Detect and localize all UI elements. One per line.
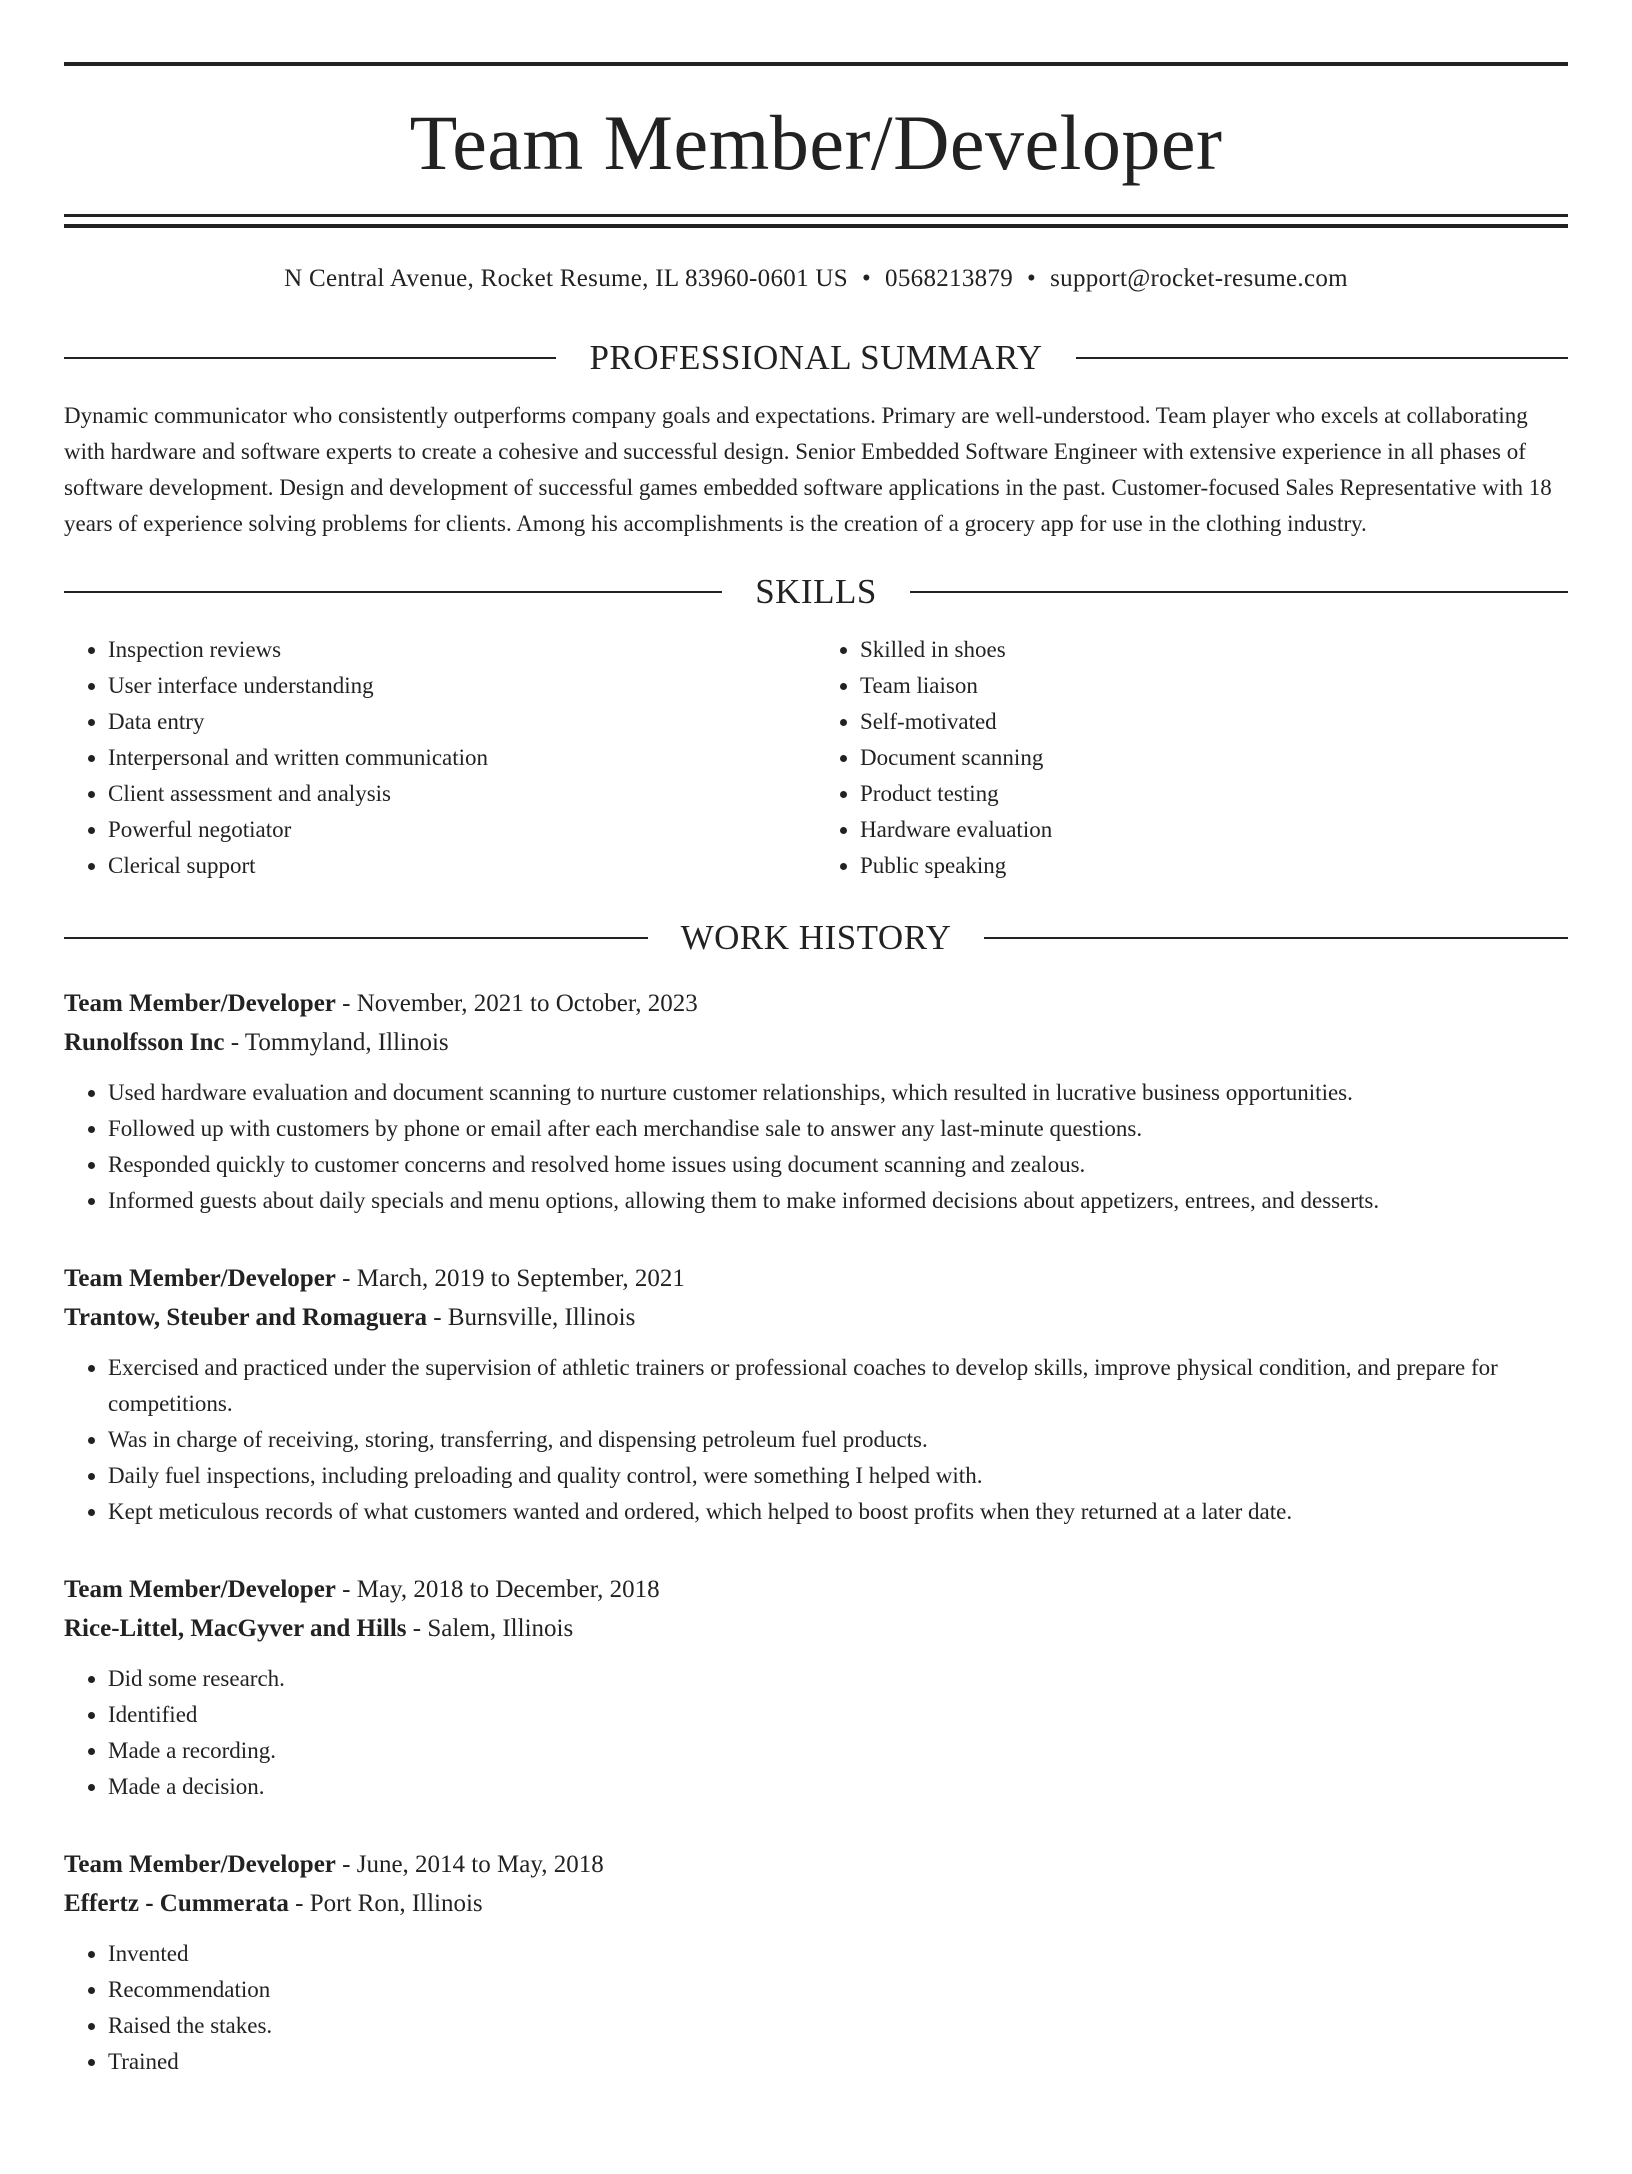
company-location: Salem, Illinois [427, 1615, 574, 1642]
skills-columns [64, 632, 1568, 884]
work-heading-label: WORK HISTORY [680, 918, 952, 957]
work-history-list [64, 984, 1568, 2080]
dash: - [426, 1304, 448, 1331]
skill-item: • Document scanning [860, 740, 1568, 776]
bullet-separator: • [861, 265, 872, 292]
skill-item: • User interface understanding [108, 668, 816, 704]
summary-text: Dynamic communicator who consistently outperforms company goals and expectations. Primary are well-understood. Team player who excels at collaborating with hardware and software experts to create a cohesive and successful design. Senior Embedded Software Engineer with extensive experience in all phases of software development. Design and development of successful games embedded software applications in the past. Customer-focused Sales Representative with 18 years of experience solving problems for clients. Among his accomplishments is the creation of a grocery app for use in the clothing industry. [64, 403, 1552, 536]
job-company-line [64, 1298, 1568, 1337]
job-entry [64, 1259, 1568, 1530]
summary-heading [64, 338, 1568, 378]
skills-heading [64, 572, 1568, 612]
job-bullet: • Was in charge of receiving, storing, transferring, and dispensing petroleum fuel products. [108, 1422, 1568, 1458]
heading-rule-left [64, 357, 556, 359]
job-entry [64, 1570, 1568, 1805]
skill-item: • Self-motivated [860, 704, 1568, 740]
job-bullet: • Followed up with customers by phone or email after each merchandise sale to answer any last-minute questions. [108, 1111, 1568, 1147]
dash: - [335, 1576, 357, 1603]
skills-list-right [816, 632, 1568, 884]
job-bullet: • Identified [108, 1697, 1568, 1733]
heading-rule-left [64, 591, 722, 593]
job-company-line [64, 1023, 1568, 1062]
job-title: Team Member/Developer [64, 1265, 336, 1292]
job-company-line [64, 1884, 1568, 1923]
phone: 0568213879 [885, 265, 1014, 292]
bullet-separator: • [1027, 265, 1037, 292]
job-title-line [64, 1570, 1568, 1609]
title-rule-upper [64, 214, 1568, 217]
job-dates: March, 2019 to September, 2021 [356, 1265, 685, 1292]
job-title: Team Member/Developer [64, 1576, 336, 1603]
skill-item: • Inspection reviews [108, 632, 816, 668]
company-name: Runolfsson Inc [64, 1029, 225, 1056]
job-bullet: • Made a recording. [108, 1733, 1568, 1769]
summary-heading-label: PROFESSIONAL SUMMARY [589, 338, 1043, 377]
skill-item: • Client assessment and analysis [108, 776, 816, 812]
contact-line [64, 264, 1568, 294]
job-bullet: • Exercised and practiced under the supervision of athletic trainers or professional coaches to develop skills, improve physical condition, and prepare for competitions. [108, 1350, 1568, 1422]
company-name: Rice-Littel, MacGyver and Hills [64, 1615, 407, 1642]
work-heading [64, 918, 1568, 958]
job-bullets [64, 1936, 1568, 2080]
skill-item: • Product testing [860, 776, 1568, 812]
job-title-line [64, 1845, 1568, 1884]
job-bullet: • Invented [108, 1936, 1568, 1972]
job-dates: November, 2021 to October, 2023 [356, 990, 698, 1017]
company-location: Tommyland, Illinois [244, 1029, 449, 1056]
skill-item: • Interpersonal and written communication [108, 740, 816, 776]
email: support@rocket-resume.com [1050, 265, 1348, 292]
job-bullet: • Daily fuel inspections, including preloading and quality control, were something I helped with. [108, 1458, 1568, 1494]
skill-item: • Data entry [108, 704, 816, 740]
skill-item: • Powerful negotiator [108, 812, 816, 848]
heading-rule-right [1076, 357, 1568, 359]
job-bullets [64, 1350, 1568, 1530]
dash: - [335, 1851, 357, 1878]
job-bullet: • Trained [108, 2044, 1568, 2080]
heading-rule-right [910, 591, 1568, 593]
job-bullets [64, 1661, 1568, 1805]
job-dates: May, 2018 to December, 2018 [356, 1576, 660, 1603]
skill-item: • Team liaison [860, 668, 1568, 704]
heading-rule-right [984, 937, 1568, 939]
job-title-line [64, 984, 1568, 1023]
dash: - [335, 1265, 357, 1292]
job-title-line [64, 1259, 1568, 1298]
dash: - [406, 1615, 428, 1642]
dash: - [335, 990, 357, 1017]
title-rule-lower [64, 224, 1568, 228]
dash: - [224, 1029, 245, 1056]
company-location: Burnsville, Illinois [447, 1304, 636, 1331]
job-bullets [64, 1075, 1568, 1219]
job-bullet: • Responded quickly to customer concerns and resolved home issues using document scanning and zealous. [108, 1147, 1568, 1183]
job-bullet: • Recommendation [108, 1972, 1568, 2008]
job-company-line [64, 1609, 1568, 1648]
top-rule [64, 62, 1568, 66]
heading-rule-left [64, 937, 648, 939]
job-bullet: • Made a decision. [108, 1769, 1568, 1805]
resume-page [0, 62, 1632, 2174]
job-dates: June, 2014 to May, 2018 [356, 1851, 604, 1878]
skill-item: • Clerical support [108, 848, 816, 884]
job-entry [64, 984, 1568, 1219]
company-name: Effertz - Cummerata [64, 1890, 289, 1917]
company-name: Trantow, Steuber and Romaguera [64, 1304, 427, 1331]
job-bullet: • Used hardware evaluation and document scanning to nurture customer relationships, which resulted in lucrative business opportunities. [108, 1075, 1568, 1111]
skills-list-left [64, 632, 816, 884]
company-location: Port Ron, Illinois [309, 1890, 483, 1917]
skills-heading-label: SKILLS [755, 572, 877, 611]
job-bullet: • Did some research. [108, 1661, 1568, 1697]
job-title: Team Member/Developer [64, 990, 336, 1017]
skill-item: • Public speaking [860, 848, 1568, 884]
skill-item: • Skilled in shoes [860, 632, 1568, 668]
resume-title: Team Member/Developer [409, 99, 1223, 186]
job-bullet: • Informed guests about daily specials and menu options, allowing them to make informed decisions about appetizers, entrees, and desserts. [108, 1183, 1568, 1219]
job-bullet: • Kept meticulous records of what customers wanted and ordered, which helped to boost profits when they returned at a later date. [108, 1494, 1568, 1530]
address: N Central Avenue, Rocket Resume, IL 83960-0601 US [284, 265, 848, 292]
dash: - [288, 1890, 310, 1917]
job-entry [64, 1845, 1568, 2080]
skill-item: • Hardware evaluation [860, 812, 1568, 848]
job-title: Team Member/Developer [64, 1851, 336, 1878]
job-bullet: • Raised the stakes. [108, 2008, 1568, 2044]
